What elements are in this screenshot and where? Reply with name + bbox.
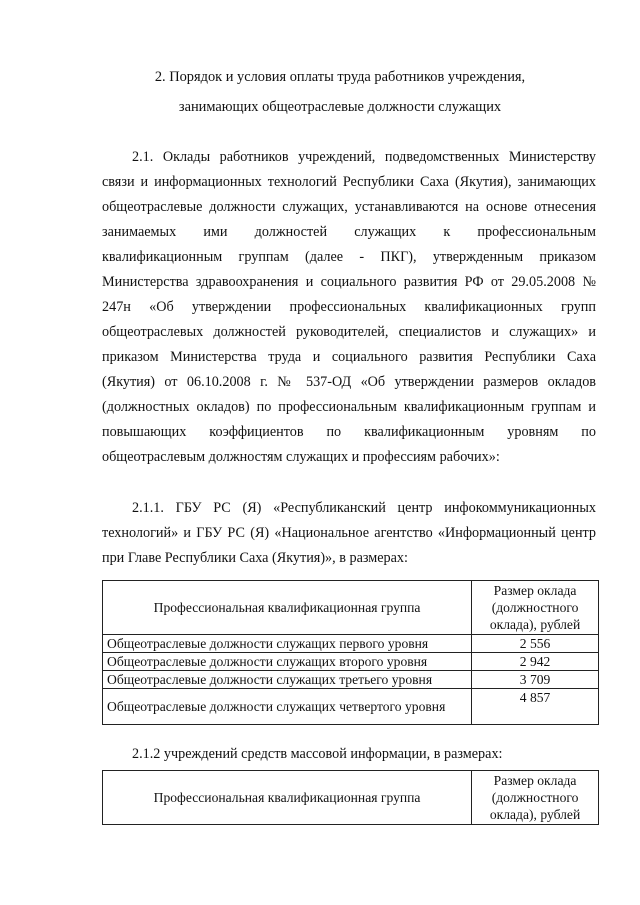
table-cell-salary: 4 857 bbox=[472, 689, 599, 725]
table-cell-salary: 2 942 bbox=[472, 653, 599, 671]
table-header-group: Профессиональная квалификационная группа bbox=[103, 771, 472, 825]
paragraph-2-1: 2.1. Оклады работников учреждений, подведомственных Министерству связи и информационных технологий Республики Саха (Якутия), занимающих общеотраслевые должности служащих, устанавливаются на основе отнесения занимаемых ими должностей служащих к профессиональным квалификационным группам (далее - ПКГ), утвержденным приказом Министерства здравоохранения и социального развития РФ от 29.05.2008 № 247н «Об утверждении профессиональных квалификационных групп общеотраслевых должностей руководителей, специалистов и служащих» и приказом Министерства труда и социального развития Республики Саха (Якутия) от 06.10.2008 г. № 537-ОД «Об утверждении размеров окладов (должностных окладов) по профессиональным квалификационным группам и повышающих коэффициентов по квалификационным уровням по общеотраслевым должностям служащих и профессиям рабочих»: bbox=[102, 149, 596, 465]
table-row bbox=[103, 635, 599, 653]
table-row bbox=[103, 653, 599, 671]
section-title-line-2: занимающих общеотраслевые должности служащих bbox=[178, 99, 502, 115]
salary-table-1 bbox=[102, 580, 599, 725]
salary-table-2 bbox=[102, 770, 599, 825]
table-cell-group: Общеотраслевые должности служащих второго уровня bbox=[103, 653, 472, 671]
table-cell-group: Общеотраслевые должности служащих первого уровня bbox=[103, 635, 472, 653]
table-header-row bbox=[103, 581, 599, 635]
table-header-salary: Размер оклада (должностного оклада), рублей bbox=[472, 771, 599, 825]
table-row bbox=[103, 671, 599, 689]
paragraph-2-1-2: 2.1.2 учреждений средств массовой информации, в размерах: bbox=[132, 746, 503, 762]
table-row bbox=[103, 689, 599, 725]
section-title-line-1: 2. Порядок и условия оплаты труда работников учреждения, bbox=[154, 69, 526, 85]
table-header-row bbox=[103, 771, 599, 825]
table-cell-salary: 2 556 bbox=[472, 635, 599, 653]
table-cell-group: Общеотраслевые должности служащих третьего уровня bbox=[103, 671, 472, 689]
table-cell-salary: 3 709 bbox=[472, 671, 599, 689]
paragraph-2-1-1: 2.1.1. ГБУ РС (Я) «Республиканский центр инфокоммуникационных технологий» и ГБУ РС (Я) «Национальное агентство «Информационный центр при Главе Республики Саха (Якутия)», в размерах: bbox=[102, 500, 596, 566]
table-cell-group: Общеотраслевые должности служащих четвертого уровня bbox=[103, 689, 472, 725]
table-header-salary: Размер оклада (должностного оклада), рублей bbox=[472, 581, 599, 635]
table-header-group: Профессиональная квалификационная группа bbox=[103, 581, 472, 635]
